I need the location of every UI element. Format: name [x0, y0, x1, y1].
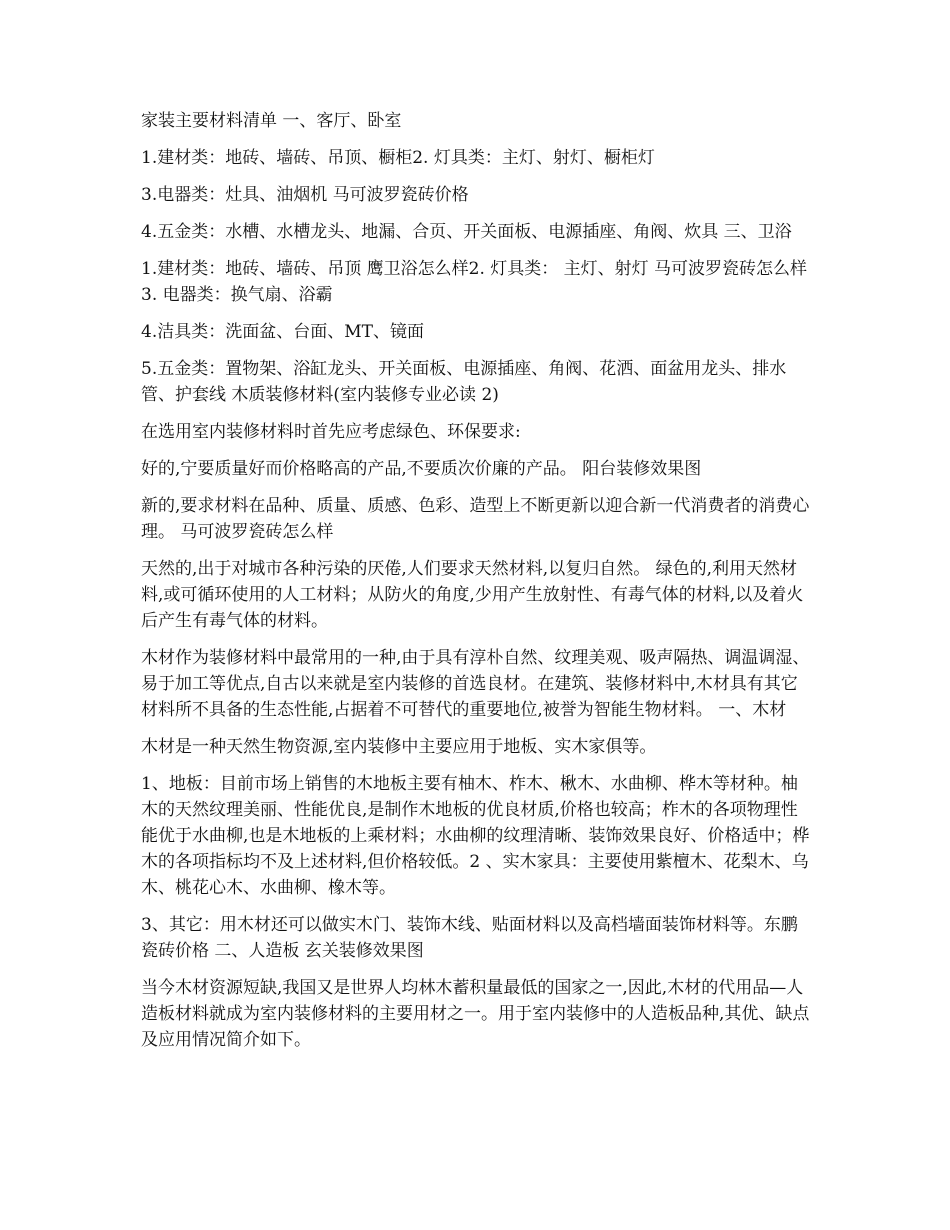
paragraph: 木材是一种天然生物资源,室内装修中主要应用于地板、实木家俱等。 — [141, 737, 657, 757]
paragraph: 3、其它：用木材还可以做实木门、装饰木线、贴面材料以及高档墙面装饰材料等。东鹏瓷砖价格 二、人造板 玄关装修效果图 — [141, 915, 798, 961]
paragraph: 1.建材类：地砖、墙砖、吊顶、橱柜2. 灯具类：主灯、射灯、橱柜灯 — [141, 148, 655, 168]
document-body — [141, 108, 813, 1064]
paragraph: 在选用室内装修材料时首先应考虑绿色、环保要求: — [141, 422, 521, 442]
paragraph: 5.五金类：置物架、浴缸龙头、开关面板、电源插座、角阀、花洒、面盆用龙头、排水管、护套线 木质装修材料(室内装修专业必读 2) — [141, 359, 787, 405]
paragraph: 4.洁具类：洗面盆、台面、MT、镜面 — [141, 322, 424, 342]
paragraph: 当今木材资源短缺,我国又是世界人均林木蓄积量最低的国家之一,因此,木材的代用品—人造板材料就成为室内装修材料的主要用材之一。用于室内装修中的人造板品种,其优、缺点及应用情况简介如下。 — [141, 978, 810, 1050]
paragraph: 木材作为装修材料中最常用的一种,由于具有淳朴自然、纹理美观、吸声隔热、调温调湿、易于加工等优点,自古以来就是室内装修的首选良材。在建筑、装修材料中,木材具有其它材料所不具备的生态性能,占据着不可替代的重要地位,被誉为智能生物材料。 一、木材 — [141, 648, 810, 720]
paragraph-title: 家装主要材料清单 一、客厅、卧室 — [141, 111, 402, 131]
paragraph: 天然的,出于对城市各种污染的厌倦,人们要求天然材料,以复归自然。 绿色的,利用天然材料,或可循环使用的人工材料；从防火的角度,少用产生放射性、有毒气体的材料,以及着火后产生有毒气体的材料。 — [141, 559, 804, 631]
paragraph: 1.建材类：地砖、墙砖、吊顶 鹰卫浴怎么样2. 灯具类： 主灯、射灯 马可波罗瓷砖怎么样3. 电器类：换气扇、浴霸 — [141, 259, 808, 305]
paragraph: 1、地板：目前市场上销售的木地板主要有柚木、柞木、楸木、水曲柳、桦木等材种。柚木的天然纹理美丽、性能优良,是制作木地板的优良材质,价格也较高；柞木的各项物理性能优于水曲柳,也是木地板的上乘材料；水曲柳的纹理清晰、装饰效果良好、价格适中；桦木的各项指标均不及上述材料,但价格较低。2 、实木家具：主要使用紫檀木、花梨木、乌木、桃花心木、水曲柳、橡木等。 — [141, 774, 810, 898]
paragraph: 3.电器类：灶具、油烟机 马可波罗瓷砖价格 — [141, 185, 469, 205]
paragraph: 新的,要求材料在品种、质量、质感、色彩、造型上不断更新以迎合新一代消费者的消费心理。 马可波罗瓷砖怎么样 — [141, 496, 810, 542]
paragraph: 4.五金类：水槽、水槽龙头、地漏、合页、开关面板、电源插座、角阀、炊具 三、卫浴 — [141, 222, 792, 242]
paragraph: 好的,宁要质量好而价格略高的产品,不要质次价廉的产品。 阳台装修效果图 — [141, 459, 702, 479]
